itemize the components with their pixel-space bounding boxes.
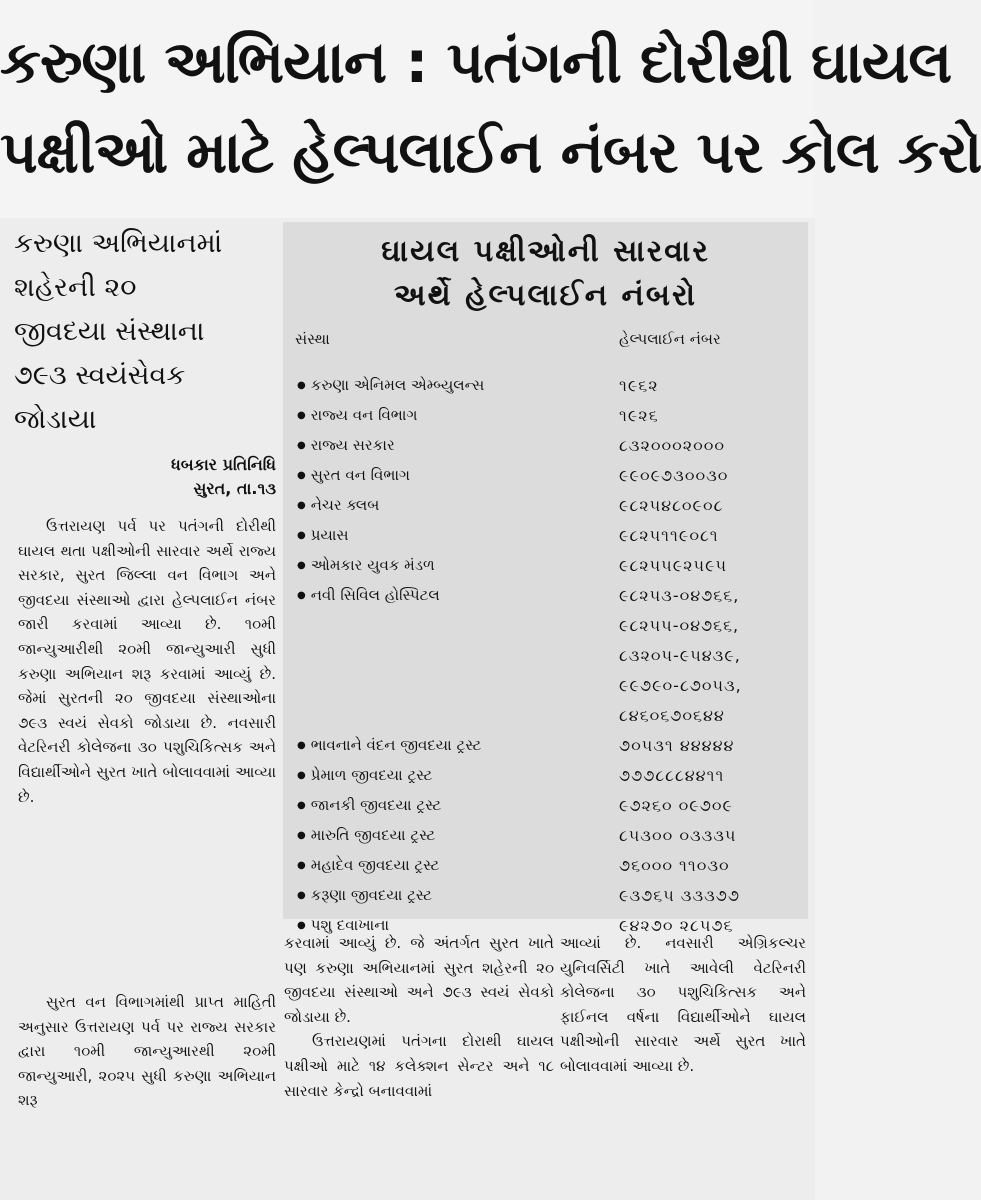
helpline-number xyxy=(619,586,742,736)
org-column-header: સંસ્થા xyxy=(295,330,330,348)
helpline-number: ૯૭૨૬૦ ૦૯૭૦૯ xyxy=(619,796,733,815)
article-paragraph: સુરત વન વિભાગમાંથી પ્રાપ્ત માહિતી અનુસાર ઉત્તરાયણ પર્વ પર રાજ્ય સરકાર દ્વારા ૧૦મી જાન્યુઆરથી ૨૦મી જાન્યુઆરી, ૨૦૨૫ સુધી કરુણા અભિયાન શરૂ xyxy=(18,993,276,1110)
helpline-number: ૧૯૬૨ xyxy=(619,376,659,395)
helpline-number: ૮૫૩૦૦ ૦૩૩૩૫ xyxy=(619,826,737,845)
subheadline-line: ૭૯૩ સ્વયંસેવક xyxy=(14,360,186,391)
article-paragraph: ઉત્તરાયણ પર્વ પર પતંગની દોરીથી ઘાયલ થતા પક્ષીઓની સારવાર અર્થે રાજ્ય સરકાર, સુરત જિલ્લા વન વિભાગ અને જીવદયા સંસ્થાઓ દ્વારા હેલ્પલાઈન નંબર જારી કરવામાં આવ્યા છે. ૧૦મી જાન્યુઆરીથી ૨૦મી જાન્યુઆરી સુધી કરુણા અભિયાન શરૂ કરવામાં આવ્યું છે. જેમાં સુરતની ૨૦ જીવદયા સંસ્થાઓના ૭૯૩ સ્વયં સેવકો જોડાયા છે. નવસારી વેટરિનરી કોલેજના ૩૦ પશુચિકિત્સક અને વિદ્યાર્થીઓને સુરત ખાતે બોલાવવામાં આવ્યા છે. xyxy=(18,517,276,806)
helpline-number: ૭૦૫૩૧ ૪૪૪૪૪ xyxy=(619,736,735,755)
org-name: ● નવી સિવિલ હોસ્પિટલ xyxy=(297,586,440,604)
helpline-row xyxy=(283,432,808,462)
helpline-row xyxy=(283,372,808,402)
article-column-1 xyxy=(18,514,276,809)
byline xyxy=(14,453,276,501)
subheadline xyxy=(14,222,279,442)
org-name: ● મહાદેવ જીવદયા ટ્રસ્ટ xyxy=(297,856,439,874)
helpline-box xyxy=(283,222,808,935)
headline-line-1: કરુણા અભિયાન : પતંગની દોરીથી ઘાયલ xyxy=(0,28,952,96)
helpline-number: ૯૪૨૭૦ ૨૮૫૭૬ xyxy=(619,916,734,935)
article-column-3 xyxy=(560,931,806,1079)
number-column-header: હેલ્પલાઈન નંબર xyxy=(619,330,721,348)
helpline-row xyxy=(283,732,808,762)
helpline-row xyxy=(283,882,808,912)
headline-block xyxy=(0,0,981,218)
helpline-number: ૯૮૨૫૧૧૯૦૮૧ xyxy=(619,526,719,545)
byline-dateline: સુરત, તા.૧૩ xyxy=(193,479,276,498)
subheadline-line: જોડાયા xyxy=(14,404,97,435)
org-name: ● નેચર ક્લબ xyxy=(297,496,379,514)
helpline-number: ૯૯૦૯૭૩૦૦૩૦ xyxy=(619,466,729,485)
article-paragraph: આવ્યાં છે. નવસારી એગ્રિકલ્ચર યુનિવર્સિટી ખાતે આવેલી વેટરિનરી કોલેજના ૩૦ પશુચિકિત્સક અને ફાઈનલ વર્ષના વિદ્યાર્થીઓને ઘાયલ પક્ષીઓની સારવાર અર્થે સુરત ખાતે બોલાવવામાં આવ્યા છે. xyxy=(560,934,806,1075)
subheadline-line: કરુણા અભિયાનમાં xyxy=(14,228,223,259)
helpline-row xyxy=(283,852,808,882)
article-paragraph: ઉત્તરાયણમાં પતંગના દોરાથી ઘાયલ પક્ષીઓ માટે ૧૪ કલેક્શન સેન્ટર અને ૧૮ સારવાર કેન્દ્રો બનાવવામાં xyxy=(284,1032,554,1100)
helpline-row xyxy=(283,762,808,792)
helpline-number-line: ૮૪૬૦૬૭૦૬૪૪ xyxy=(619,706,725,725)
org-name: ● રાજ્ય વન વિભાગ xyxy=(297,406,417,424)
org-name: ● પ્રેમાળ જીવદયા ટ્રસ્ટ xyxy=(297,766,432,784)
helpline-box-title: ઘાયલ પક્ષીઓની સારવાર xyxy=(381,234,710,269)
org-name: ● રાજ્ય સરકાર xyxy=(297,436,395,454)
helpline-number: ૯૩૭૬૫ ૩૩૩૭૭ xyxy=(619,886,741,905)
helpline-number: ૧૯૨૬ xyxy=(619,406,659,425)
subheadline-line: શહેરની ૨૦ xyxy=(14,272,137,303)
article-paragraph: કરવામાં આવ્યું છે. જે અંતર્ગત સુરત ખાતે પણ કરુણા અભિયાનમાં સુરત શહેરની ૨૦ જીવદયા સંસ્થાઓ અને ૭૯૩ સ્વયં સેવકો જોડાયા છે. xyxy=(284,934,554,1026)
helpline-number-line: ૯૮૨૫૫-૦૪૭૬૬, xyxy=(619,616,740,635)
helpline-row xyxy=(283,522,808,552)
org-name: ● પશુ દવાખાના xyxy=(297,916,389,934)
helpline-number-line: ૯૮૨૫૩-૦૪૭૬૬, xyxy=(619,586,740,605)
helpline-number: ૯૮૨૫૪૮૦૯૦૮ xyxy=(619,496,724,515)
org-name: ● જાનકી જીવદયા ટ્રસ્ટ xyxy=(297,796,441,814)
helpline-number-line: ૮૩૨૦૫-૯૫૪૩૯, xyxy=(619,646,741,665)
org-name: ● ઓમકાર યુવક મંડળ xyxy=(297,556,435,574)
helpline-number-line: ૯૯૭૯૦-૮૭૦૫૩, xyxy=(619,676,742,695)
helpline-row xyxy=(283,492,808,522)
helpline-number: ૮૩૨૦૦૦૨૦૦૦ xyxy=(619,436,726,455)
helpline-row xyxy=(283,792,808,822)
org-name: ● પ્રયાસ xyxy=(297,526,349,544)
org-name: ● કરૂણા જીવદયા ટ્રસ્ટ xyxy=(297,886,432,904)
byline-reporter: ધબકાર પ્રતિનિધિ xyxy=(171,455,276,474)
org-name: ● સુરત વન વિભાગ xyxy=(297,466,410,484)
headline-line-2: પક્ષીઓ માટે હેલ્પલાઈન નંબર પર કોલ કરો xyxy=(0,118,981,186)
subheadline-line: જીવદયા સંસ્થાના xyxy=(14,316,205,347)
org-name: ● કરુણા એનિમલ એમ્બ્યુલન્સ xyxy=(297,376,484,394)
article-column-1-continued xyxy=(18,990,276,1113)
helpline-list xyxy=(283,372,808,942)
helpline-row xyxy=(283,552,808,582)
helpline-number: ૭૬૦૦૦ ૧૧૦૩૦ xyxy=(619,856,730,875)
helpline-row xyxy=(283,462,808,492)
helpline-row xyxy=(283,582,808,732)
org-name: ● મારુતિ જીવદયા ટ્રસ્ટ xyxy=(297,826,435,844)
helpline-box-title: અર્થે હેલ્પલાઈન નંબરો xyxy=(394,278,697,313)
article-column-2 xyxy=(284,931,554,1103)
helpline-row xyxy=(283,402,808,432)
org-name: ● ભાવનાને વંદન જીવદયા ટ્રસ્ટ xyxy=(297,736,481,754)
helpline-number: ૭૭૭૮૮૮૪૪૧૧ xyxy=(619,766,725,785)
helpline-row xyxy=(283,822,808,852)
helpline-number: ૯૮૨૫૫૯૨૫૯૫ xyxy=(619,556,728,575)
